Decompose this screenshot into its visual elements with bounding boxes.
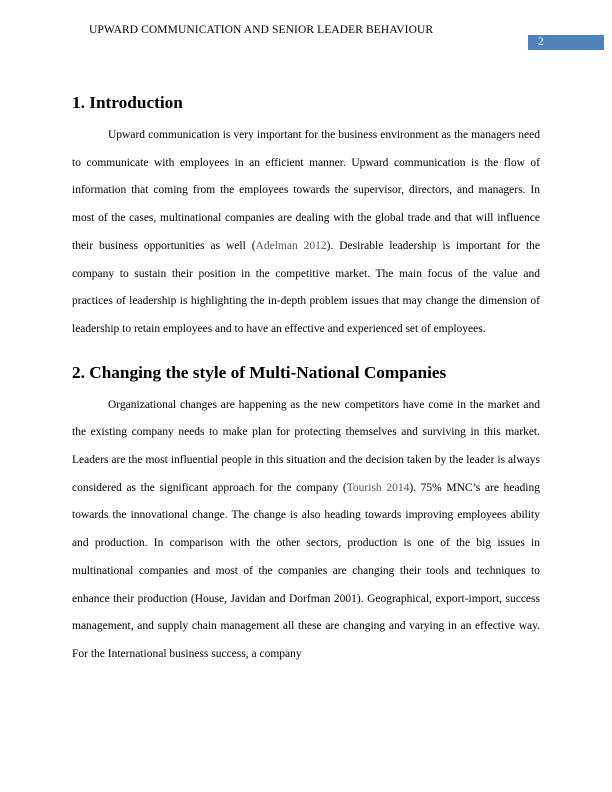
citation: Tourish 2014 (346, 481, 410, 494)
page-number-bar (528, 35, 604, 50)
running-head: UPWARD COMMUNICATION AND SENIOR LEADER BEHAVIOUR (89, 24, 434, 36)
paragraph-text: Upward communication is very important for the business environment as the managers need to communicate with employees in an efficient manner. Upward communication is the flow of information that coming from the employees towards the supervisor, directors, and managers. In most of the cases, multinational companies are dealing with the global trade and that will influence their business opportunities as well ( (72, 129, 540, 252)
paragraph-introduction (72, 122, 540, 344)
section-heading-changing-style: 2. Changing the style of Multi-National Companies (72, 362, 447, 382)
paragraph-text: Organizational changes are happening as the new competitors have come in the market and the existing company needs to make plan for protecting themselves and surviving in this market. Leaders are the most influential people in this situation and the decision taken by the leader is always considered as the significant approach for the company ( (72, 398, 540, 494)
paragraph-changing-style (72, 392, 540, 669)
citation: Adelman 2012 (255, 239, 327, 252)
body-content (72, 94, 540, 669)
paragraph-text: ). 75% MNC’s are heading towards the innovational change. The change is also heading towards improving employees ability and production. In comparison with the other sectors, production is one of the big issues in multinational companies and most of the companies are changing their tools and techniques to enhance their production (House, Javidan and Dorfman 2001). Geographical, export-import, success management, and supply chain management all these are changing and varying in an effective way. For the International business success, a company (72, 481, 540, 660)
page-number: 2 (538, 36, 544, 48)
section-heading-introduction: 1. Introduction (72, 93, 183, 112)
paragraph-text: ). Desirable leadership is important for the company to sustain their position in the competitive market. The main focus of the value and practices of leadership is highlighting the in-depth problem issues that may change the dimension of leadership to retain employees and to have an effective and experienced set of employees. (72, 239, 541, 335)
